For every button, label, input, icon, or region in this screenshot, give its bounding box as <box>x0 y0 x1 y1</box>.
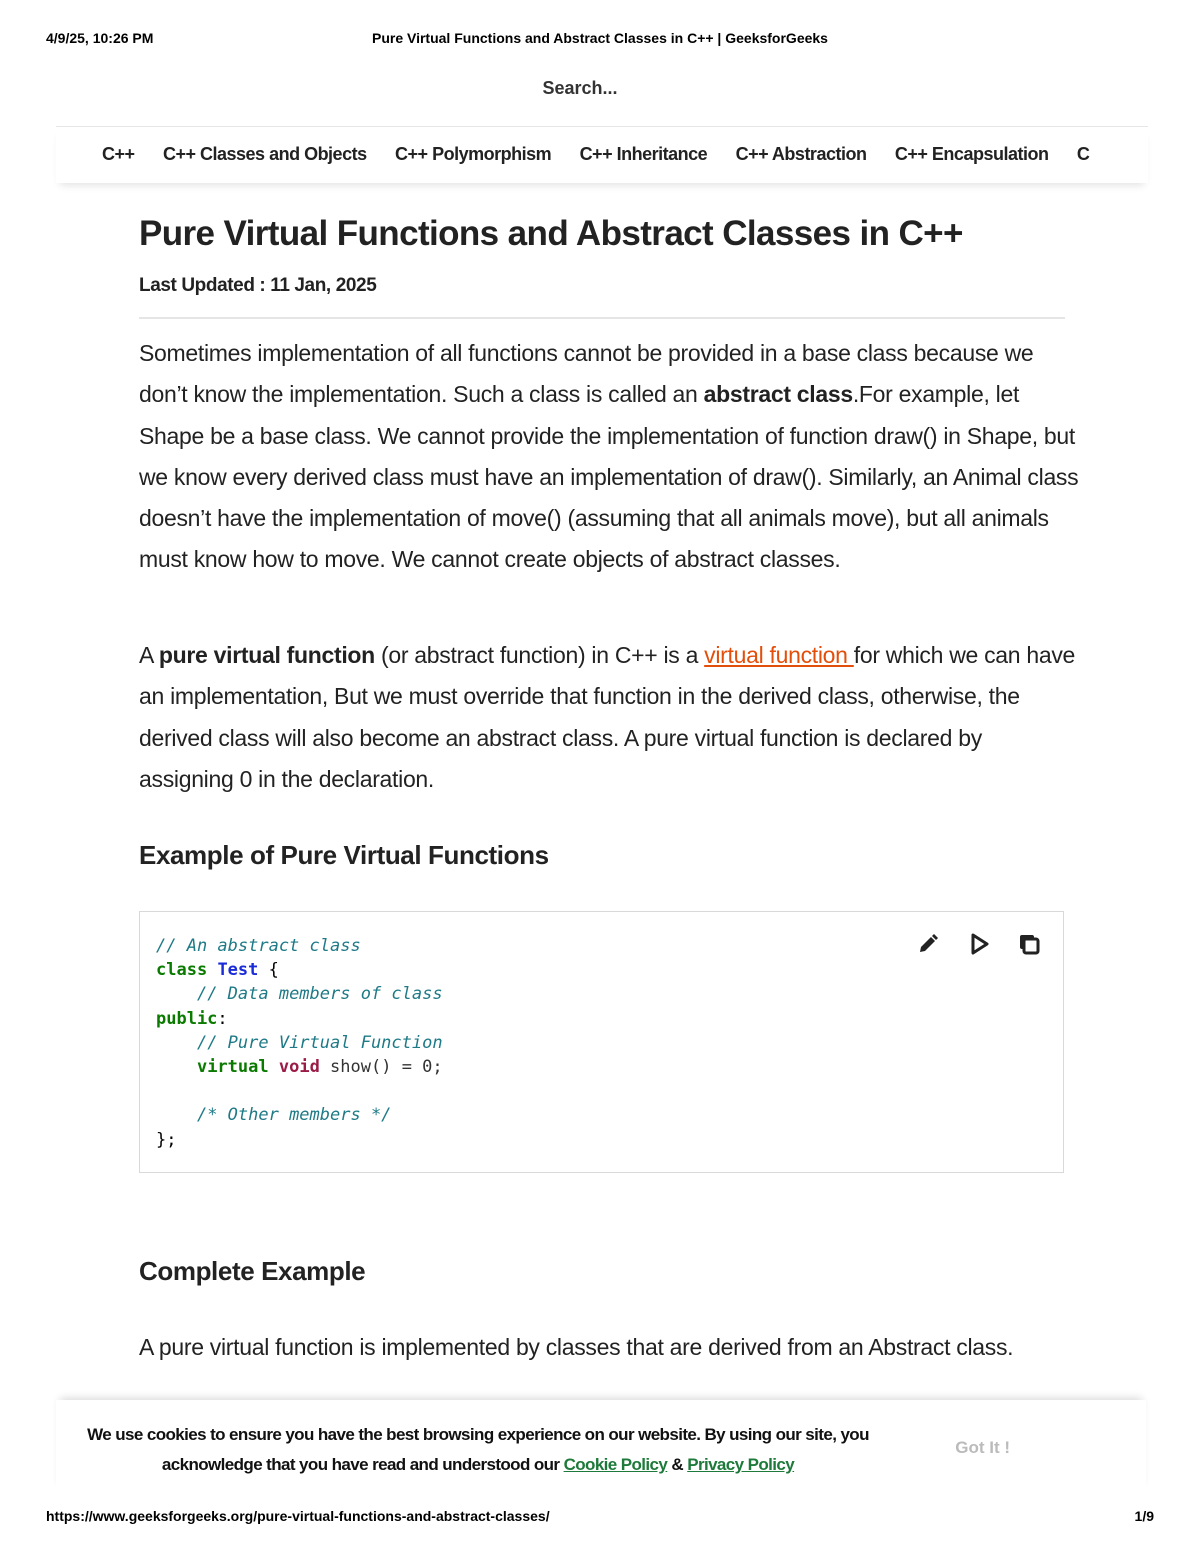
intro-paragraph <box>139 333 1079 581</box>
cookie-banner <box>56 1400 1146 1494</box>
nav-item-abstraction[interactable]: C++ Abstraction <box>735 144 867 164</box>
divider <box>139 317 1065 319</box>
code-text <box>156 934 443 1152</box>
definition-paragraph <box>139 635 1079 800</box>
text-span: Sometimes implementation of all functions cannot be provided in a base class because we don’t know the implementation. Such a class is called an <box>139 340 1034 408</box>
print-url: https://www.geeksforgeeks.org/pure-virtual-functions-and-abstract-classes/ <box>46 1508 550 1524</box>
text-span: for which we can have an implementation, But we must override that function in the derived class, otherwise, the derived class will also become an abstract class. A pure virtual function is declared by assigning 0 in the declaration. <box>139 642 1076 792</box>
virtual-function-link[interactable]: virtual function <box>704 642 854 668</box>
run-icon[interactable] <box>967 932 991 956</box>
last-updated: Last Updated : 11 Jan, 2025 <box>139 275 377 296</box>
text-span: & <box>667 1455 688 1474</box>
code-class-name: Test <box>217 960 259 981</box>
text-span: We use cookies to ensure you have the best browsing experience on our website. By using our site, you acknowledge that you have read and understood our <box>87 1425 869 1474</box>
code-keyword: class <box>156 960 208 981</box>
text-span: (or abstract function) in C++ is a <box>374 642 705 668</box>
code-comment: // Pure Virtual Function <box>196 1032 443 1053</box>
topic-navbar <box>56 126 1148 183</box>
got-it-button[interactable]: Got It ! <box>955 1438 1010 1457</box>
nav-item-cpp[interactable]: C++ <box>102 144 135 164</box>
bold-term: abstract class <box>703 381 853 408</box>
cookie-policy-link[interactable]: Cookie Policy <box>563 1455 668 1474</box>
code-block <box>139 911 1064 1173</box>
privacy-policy-link[interactable]: Privacy Policy <box>687 1455 795 1474</box>
search-input[interactable]: Search... <box>542 78 618 98</box>
code-comment: // Data members of class <box>196 984 443 1005</box>
code-function: show() = 0; <box>319 1057 443 1078</box>
text-span: A <box>139 642 159 668</box>
text-span: .For example, let Shape be a base class. We cannot provide the implementation of function draw() in Shape, but we know every derived class must have an implementation of draw(). Similarly, an Animal class doesn’t have the implementation of move() (assuming that all animals move), but all animals must know how to move. We cannot create objects of abstract classes. <box>139 381 1079 573</box>
print-page-title: Pure Virtual Functions and Abstract Classes in C++ | GeeksforGeeks <box>372 30 828 46</box>
copy-icon[interactable] <box>1017 932 1041 956</box>
page-number: 1/9 <box>1134 1508 1154 1524</box>
print-header <box>46 30 1154 50</box>
code-comment: // An abstract class <box>156 936 361 956</box>
section-heading-example: Example of Pure Virtual Functions <box>139 840 549 870</box>
code-type: void <box>278 1057 320 1078</box>
section-heading-complete: Complete Example <box>139 1256 366 1286</box>
code-comment: /* Other members */ <box>196 1105 392 1126</box>
code-keyword: public <box>156 1008 218 1029</box>
edit-icon[interactable] <box>916 932 940 956</box>
nav-item-more[interactable]: C <box>1076 144 1090 164</box>
nav-item-inheritance[interactable]: C++ Inheritance <box>579 144 708 164</box>
print-datetime: 4/9/25, 10:26 PM <box>46 30 154 46</box>
code-punct: }; <box>156 1129 177 1150</box>
nav-item-classes-objects[interactable]: C++ Classes and Objects <box>162 144 367 164</box>
cookie-message <box>56 1420 900 1480</box>
code-keyword: virtual <box>196 1057 269 1078</box>
nav-item-encapsulation[interactable]: C++ Encapsulation <box>894 144 1049 164</box>
article-title: Pure Virtual Functions and Abstract Classes in C++ <box>139 214 963 253</box>
nav-item-polymorphism[interactable]: C++ Polymorphism <box>395 144 552 164</box>
code-toolbar <box>894 932 1041 956</box>
bold-term: pure virtual function <box>158 642 375 668</box>
code-punct: { <box>258 960 279 981</box>
complete-paragraph: A pure virtual function is implemented by classes that are derived from an Abstract class. <box>139 1334 1014 1360</box>
code-punct: : <box>217 1008 228 1029</box>
